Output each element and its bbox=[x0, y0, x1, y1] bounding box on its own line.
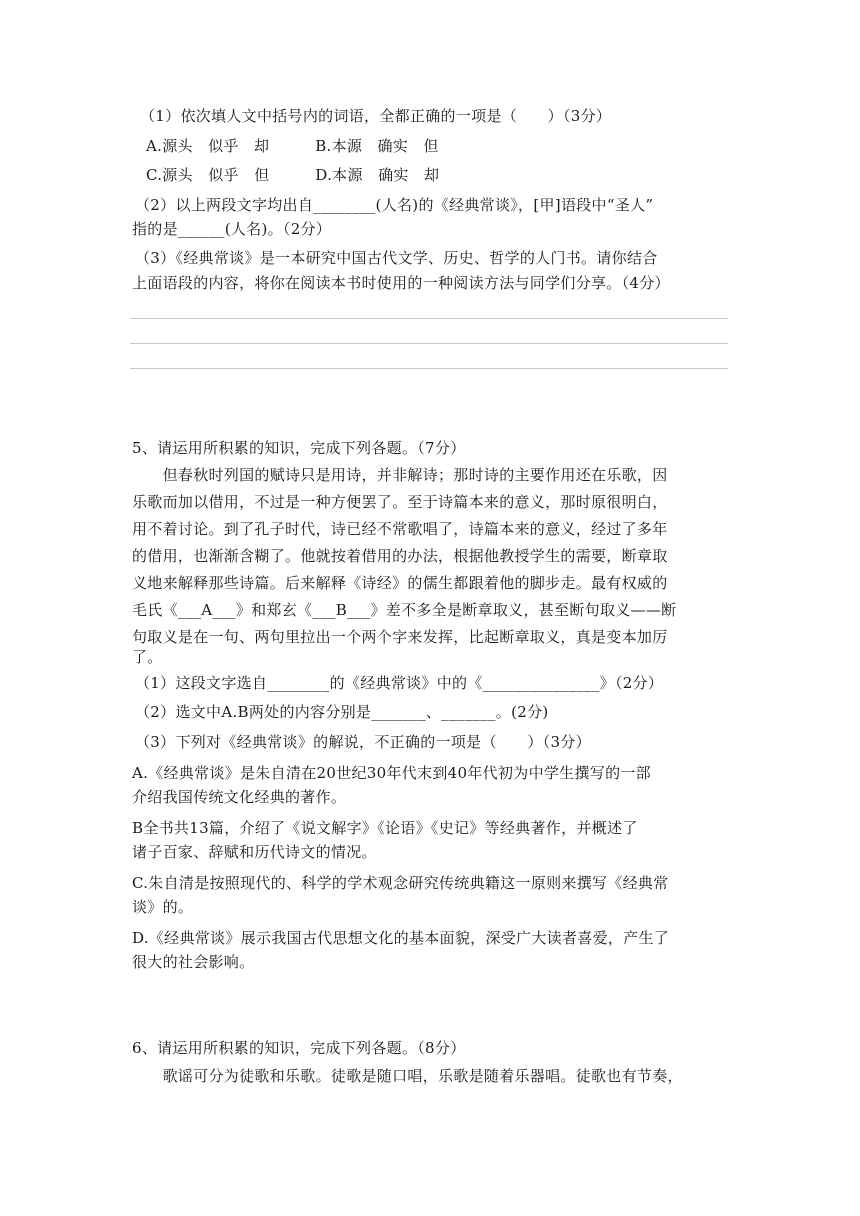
q4-1-option-row-1: A.源头 似乎 却 B.本源 确实 但 bbox=[146, 137, 439, 155]
q5-3-option-c-line-1: C.朱自清是按照现代的、科学的学术观念研究传统典籍这一原则来撰写《经典常 bbox=[132, 874, 669, 892]
q5-1: （1）这段文字选自________的《经典常谈》中的《_______________》（2分） bbox=[135, 674, 664, 692]
section5-title: 5、请运用所积累的知识，完成下列各题。（7分） bbox=[132, 439, 466, 457]
answer-line-1 bbox=[130, 318, 728, 319]
q5-3-stem: （3）下列对《经典常谈》的解说，不正确的一项是（ ）（3分） bbox=[135, 733, 591, 751]
q5-3-option-b-line-1: B全书共13篇，介绍了《说文解字》《论语》《史记》等经典著作，并概述了 bbox=[132, 819, 638, 837]
q4-1-stem: （1）依次填人文中括号内的词语，全都正确的一项是（ ）（3分） bbox=[140, 107, 612, 125]
q5-3-option-b-line-2: 诸子百家、辞赋和历代诗文的情况。 bbox=[132, 843, 377, 861]
q4-2-line-1: （2）以上两段文字均出自________(人名)的《经典常谈》，[甲]语段中“圣人” bbox=[135, 196, 654, 214]
q4-3-line-1: （3）《经典常谈》是一本研究中国古代文学、历史、哲学的人门书。请你结合 bbox=[135, 249, 658, 267]
section5-passage-line: 的借用，也渐渐含糊了。他就按着借用的办法，根据他教授学生的需要，断章取 bbox=[132, 547, 668, 565]
q4-1-option-row-2: C.源头 似乎 但 D.本源 确实 却 bbox=[146, 166, 440, 184]
q5-3-option-d-line-2: 很大的社会影响。 bbox=[132, 953, 255, 971]
q4-2-line-2: 指的是______(人名)。（2分） bbox=[132, 220, 332, 238]
q5-3-option-a-line-1: A.《经典常谈》是朱自清在20世纪30年代末到40年代初为中学生撰写的一部 bbox=[132, 764, 651, 782]
section5-passage-line: 了。 bbox=[132, 648, 163, 666]
q5-3-option-d-line-1: D.《经典常谈》展示我国古代思想文化的基本面貌，深受广大读者喜爱，产生了 bbox=[132, 929, 670, 947]
q5-3-option-a-line-2: 介绍我国传统文化经典的著作。 bbox=[132, 788, 347, 806]
answer-line-2 bbox=[130, 343, 728, 344]
section5-passage-line: 毛氏《___A___》和郑玄《___B___》差不多全是断章取义，甚至断句取义——断 bbox=[132, 601, 677, 619]
section6-passage-line: 歌谣可分为徒歌和乐歌。徒歌是随口唱，乐歌是随着乐器唱。徒歌也有节奏， bbox=[132, 1067, 683, 1085]
section5-passage-line: 但春秋时列国的赋诗只是用诗，并非解诗；那时诗的主要作用还在乐歌，因 bbox=[132, 466, 668, 484]
q4-3-line-2: 上面语段的内容，将你在阅读本书时使用的一种阅读方法与同学们分享。（4分） bbox=[132, 274, 670, 292]
section5-passage-line: 乐歌而加以借用，不过是一种方便罢了。至于诗篇本来的意义，那时原很明白， bbox=[132, 493, 668, 511]
section5-passage-line: 句取义是在一句、两句里拉出一个两个字来发挥，比起断章取义，真是变本加厉 bbox=[132, 628, 668, 646]
section5-passage-line: 用不着讨论。到了孔子时代，诗已经不常歌唱了，诗篇本来的意义，经过了多年 bbox=[132, 520, 668, 538]
q5-3-option-c-line-2: 谈》的。 bbox=[132, 898, 194, 916]
q5-2: （2）选文中A.B两处的内容分别是_______、_______。(2分) bbox=[135, 703, 549, 721]
answer-line-3 bbox=[130, 368, 728, 369]
section6-title: 6、请运用所积累的知识，完成下列各题。（8分） bbox=[132, 1039, 466, 1057]
section5-passage-line: 义地来解释那些诗篇。后来解释《诗经》的儒生都跟着他的脚步走。最有权威的 bbox=[132, 574, 668, 592]
